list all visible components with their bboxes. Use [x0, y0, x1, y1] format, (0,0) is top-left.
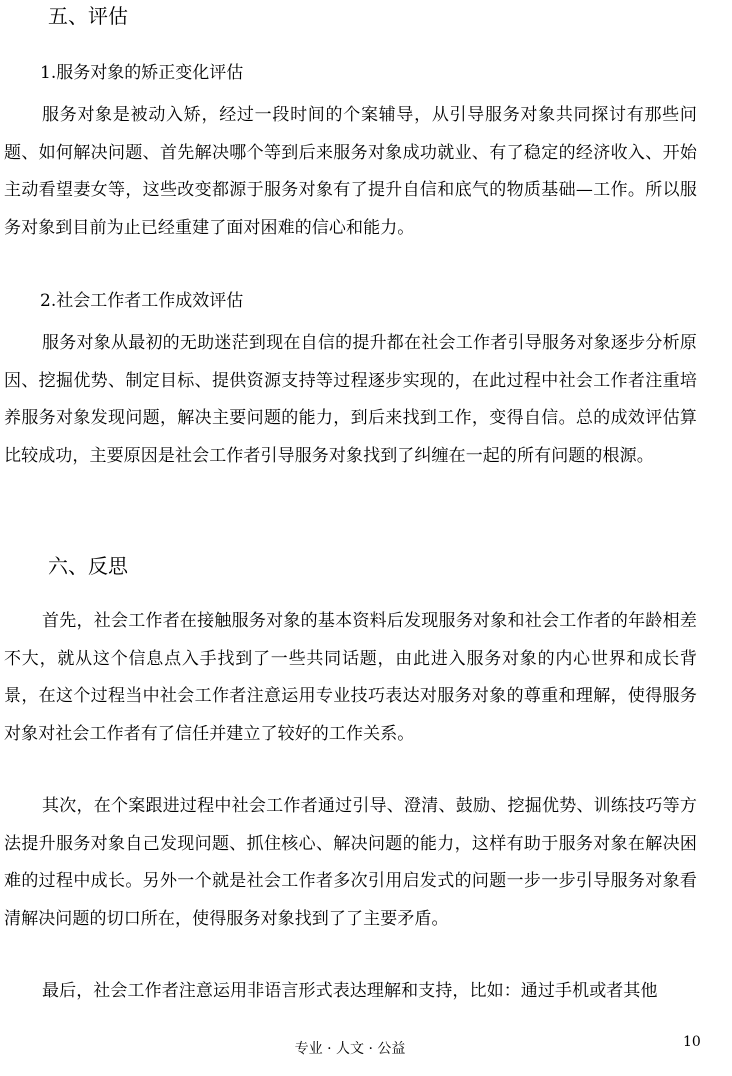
page-footer [0, 1034, 732, 1060]
paragraph-reflection-second: 其次，在个案跟进过程中社会工作者通过引导、澄清、鼓励、挖掘优势、训练技巧等方法提升服务对象自己发现问题、抓住核心、解决问题的能力，这样有助于服务对象在解决困难的过程中成长。另外一个就是社会工作者多次引用启发式的问题一步一步引导服务对象看清解决问题的切口所在，使得服务对象找到了了主要矛盾。 [4, 796, 697, 929]
section-heading-evaluation: 五、评估 [48, 4, 128, 28]
section-heading-reflection: 六、反思 [48, 554, 128, 578]
subheading-social-worker-evaluation: 2.社会工作者工作成效评估 [40, 291, 244, 311]
paragraph-social-worker-effect: 服务对象从最初的无助迷茫到现在自信的提升都在社会工作者引导服务对象逐步分析原因、挖掘优势、制定目标、提供资源支持等过程逐步实现的，在此过程中社会工作者注重培养服务对象发现问题，解决主要问题的能力，到后来找到工作，变得自信。总的成效评估算比较成功，主要原因是社会工作者引导服务对象找到了纠缠在一起的所有问题的根源。 [4, 333, 697, 466]
subheading-client-change-evaluation: 1.服务对象的矫正变化评估 [40, 63, 244, 83]
paragraph-client-change: 服务对象是被动入矫，经过一段时间的个案辅导，从引导服务对象共同探讨有那些问题、如何解决问题、首先解决哪个等到后来服务对象成功就业、有了稳定的经济收入、开始主动看望妻女等，这些改变都源于服务对象有了提升自信和底气的物质基础—工作。所以服务对象到目前为止已经重建了面对困难的信心和能力。 [4, 105, 697, 238]
page-number: 10 [683, 1034, 701, 1050]
paragraph-reflection-first: 首先，社会工作者在接触服务对象的基本资料后发现服务对象和社会工作者的年龄相差不大，就从这个信息点入手找到了一些共同话题，由此进入服务对象的内心世界和成长背景，在这个过程当中社会工作者注意运用专业技巧表达对服务对象的尊重和理解，使得服务对象对社会工作者有了信任并建立了较好的工作关系。 [4, 611, 697, 744]
footer-tagline: 专业 · 人文 · 公益 [294, 1041, 406, 1057]
paragraph-reflection-third: 最后，社会工作者注意运用非语言形式表达理解和支持，比如：通过手机或者其他 [42, 981, 658, 1001]
